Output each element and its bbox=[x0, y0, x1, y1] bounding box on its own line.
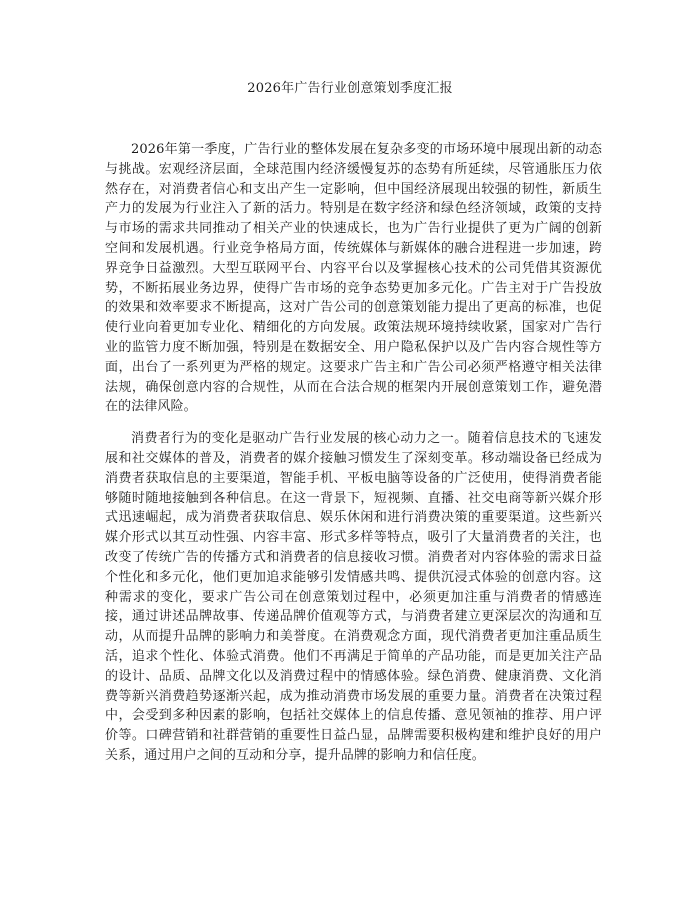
body-paragraph-1: 2026年第一季度，广告行业的整体发展在复杂多变的市场环境中展现出新的动态与挑战。宏观经济层面，全球范围内经济缓慢复苏的态势有所延续，尽管通胀压力依然存在，对消费者信心和支出产生一定影响，但中国经济展现出较强的韧性，新质生产力的发展为行业注入了新的活力。特别是在数字经济和绿色经济领域，政策的支持与市场的需求共同推动了相关产业的快速成长，也为广告行业提供了更为广阔的创新空间和发展机遇。行业竞争格局方面，传统媒体与新媒体的融合进程进一步加速，跨界竞争日益激烈。大型互联网平台、内容平台以及掌握核心技术的公司凭借其资源优势，不断拓展业务边界，使得广告市场的竞争态势更加多元化。广告主对于广告投放的效果和效率要求不断提高，这对广告公司的创意策划能力提出了更高的标准，也促使行业向着更加专业化、精细化的方向发展。政策法规环境持续收紧，国家对广告行业的监管力度不断加强，特别是在数据安全、用户隐私保护以及广告内容合规性等方面，出台了一系列更为严格的规定。这要求广告主和广告公司必须严格遵守相关法律法规，确保创意内容的合规性，从而在合法合规的框架内开展创意策划工作，避免潜在的法律风险。 bbox=[105, 142, 602, 415]
document-title: 2026年广告行业创意策划季度汇报 bbox=[247, 81, 453, 96]
body-paragraph-2: 消费者行为的变化是驱动广告行业发展的核心动力之一。随着信息技术的飞速发展和社交媒体的普及，消费者的媒介接触习惯发生了深刻变革。移动端设备已经成为消费者获取信息的主要渠道，智能手机、平板电脑等设备的广泛使用，使得消费者能够随时随地接触到各种信息。在这一背景下，短视频、直播、社交电商等新兴媒介形式迅速崛起，成为消费者获取信息、娱乐休闲和进行消费决策的重要渠道。这些新兴媒介形式以其互动性强、内容丰富、形式多样等特点，吸引了大量消费者的关注，也改变了传统广告的传播方式和消费者的信息接收习惯。消费者对内容体验的需求日益个性化和多元化，他们更加追求能够引发情感共鸣、提供沉浸式体验的创意内容。这种需求的变化，要求广告公司在创意策划过程中，必须更加注重与消费者的情感连接，通过讲述品牌故事、传递品牌价值观等方式，与消费者建立更深层次的沟通和互动，从而提升品牌的影响力和美誉度。在消费观念方面，现代消费者更加注重品质生活，追求个性化、体验式消费。他们不再满足于简单的产品功能，而是更加关注产品的设计、品质、品牌文化以及消费过程中的情感体验。绿色消费、健康消费、文化消费等新兴消费趋势逐渐兴起，成为推动消费市场发展的重要力量。消费者在决策过程中，会受到多种因素的影响，包括社交媒体上的信息传播、意见领袖的推荐、用户评价等。口碑营销和社群营销的重要性日益凸显，品牌需要积极构建和维护良好的用户关系，通过用户之间的互动和分享，提升品牌的影响力和信任度。 bbox=[105, 431, 602, 763]
document-body bbox=[105, 140, 602, 766]
